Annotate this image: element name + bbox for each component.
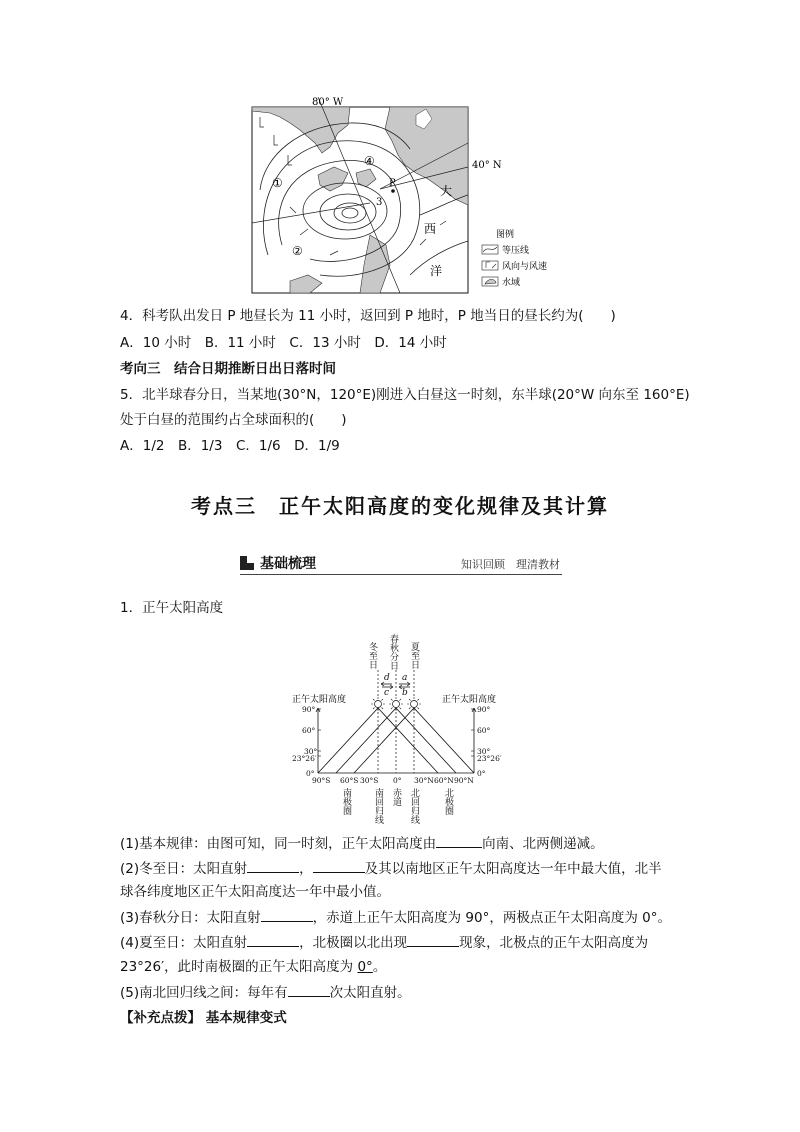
rule-5-text-a: (5)南北回归线之间：每年有	[120, 985, 288, 1001]
y-right-90: 90°	[477, 705, 491, 714]
question-4-options: A．10 小时 B．11 小时 C．13 小时 D．14 小时	[120, 335, 447, 351]
rule-2-text-b: ，	[299, 861, 313, 877]
rule-2-blank-1[interactable]	[247, 858, 299, 873]
rule-2	[120, 858, 662, 879]
map-label-4: ④	[364, 154, 375, 168]
x-label-0: 0°	[393, 776, 402, 785]
y-right-2326: 23°26′	[477, 754, 502, 763]
y-left-60: 60°	[302, 726, 316, 735]
x-label-90s: 90°S	[312, 776, 331, 785]
map-label-2: ②	[292, 244, 303, 258]
x-label-60s: 60°S	[340, 776, 359, 785]
rule-3-text-a: (3)春秋分日：太阳直射	[120, 910, 261, 926]
supplement-heading: 【补充点拨】 基本规律变式	[120, 1010, 287, 1026]
bottom-label-nanhui: 南回归线	[373, 788, 383, 824]
rule-1-text-b: 向南、北两侧递减。	[482, 836, 604, 852]
rule-1-text-a: (1)基本规律：由图可知，同一时刻，正午太阳高度由	[120, 836, 437, 852]
rule-4-line2-a: 23°26′，此时南极圈的正午太阳高度为	[120, 959, 358, 975]
x-label-90n: 90°N	[454, 776, 474, 785]
arrow-label-a: a	[402, 673, 408, 683]
legend-title: 图例	[496, 230, 515, 240]
x-label-60n: 60°N	[434, 776, 454, 785]
rule-4-text-a: (4)夏至日：太阳直射	[120, 935, 248, 951]
rule-3-text-b: ，赤道上正午太阳高度为 90°，两极点正午太阳高度为 0°。	[312, 910, 671, 926]
diagram-left-title: 正午太阳高度	[292, 695, 347, 705]
top-label-dongzhi: 冬至日	[367, 642, 377, 669]
rule-4-line2	[120, 957, 386, 977]
rule-2-line2: 球各纬度地区正午太阳高度达一年中最小值。	[120, 884, 390, 900]
map-ocean-yang: 洋	[430, 264, 443, 278]
banner-right-text: 知识回顾 理清教材	[461, 558, 560, 571]
bottom-label-chidao: 赤道	[391, 788, 401, 806]
banner-rule	[240, 574, 562, 575]
top-label-chunqiu: 春秋分日	[388, 634, 398, 670]
top-label-xiazhi: 夏至日	[409, 642, 419, 669]
y-left-0: 0°	[306, 769, 315, 778]
question-5-line1: 5．北半球春分日，当某地(30°N，120°E)刚进入白昼这一时刻，东半球(20°W 向东至 160°E)	[120, 387, 690, 403]
legend-water: 水域	[502, 278, 521, 288]
y-left-2326: 23°26′	[292, 754, 317, 763]
diagram-right-title: 正午太阳高度	[442, 695, 497, 705]
rule-3	[120, 907, 671, 928]
section-title: 考点三 正午太阳高度的变化规律及其计算	[191, 494, 609, 518]
rule-1-blank[interactable]	[436, 833, 482, 848]
y-right-30: 30°	[477, 747, 491, 756]
rule-4-text-c: 现象，北极点的正午太阳高度为	[459, 935, 649, 951]
rule-2-text-c: 及其以南地区正午太阳高度达一年中最大值，北半	[364, 861, 662, 877]
arrow-label-b: b	[402, 688, 408, 698]
question-4-stem: 4．科考队出发日 P 地昼长为 11 小时，返回到 P 地时，P 地当日的昼长约为( )	[120, 308, 616, 324]
noon-sun-altitude-diagram	[292, 630, 512, 830]
x-label-30n: 30°N	[414, 776, 434, 785]
y-right-0: 0°	[477, 769, 486, 778]
rule-5-text-b: 次太阳直射。	[329, 985, 411, 1001]
banner-square-icon	[240, 556, 254, 570]
section-banner	[240, 552, 562, 578]
legend-wind: 风向与风速	[502, 262, 548, 272]
map-label-40n: 40° N	[472, 160, 502, 171]
x-label-30s: 30°S	[360, 776, 379, 785]
rule-2-text-a: (2)冬至日：太阳直射	[120, 861, 248, 877]
banner-label: 基础梳理	[260, 556, 316, 572]
rule-5-blank[interactable]	[288, 982, 330, 997]
map-ocean-xi: 西	[424, 222, 437, 236]
rule-3-blank[interactable]	[261, 907, 313, 922]
rule-4-blank-1[interactable]	[247, 932, 299, 947]
rule-4-line2-answer: 0°	[357, 959, 373, 975]
bottom-label-beiji: 北极圈	[443, 788, 453, 815]
map-label-p: P	[389, 178, 396, 189]
y-left-30: 30°	[304, 747, 318, 756]
arrow-label-c: c	[384, 688, 390, 698]
pressure-map-figure	[230, 95, 570, 300]
legend-isobar: 等压线	[502, 246, 530, 256]
map-ocean-da: 大	[440, 184, 453, 198]
bottom-label-nanji: 南极圈	[341, 788, 351, 815]
rule-2-blank-2[interactable]	[313, 858, 365, 873]
rule-4-blank-2[interactable]	[407, 932, 459, 947]
question-5-options: A．1/2 B．1/3 C．1/6 D．1/9	[120, 438, 340, 454]
rule-4-line2-c: 。	[372, 959, 387, 975]
map-label-3: 3	[376, 197, 383, 208]
rule-4-text-b: ，北极圈以北出现	[299, 935, 408, 951]
y-right-60: 60°	[477, 726, 491, 735]
map-point-p	[391, 189, 395, 193]
y-left-90: 90°	[302, 705, 316, 714]
map-label-80w: 80° W	[312, 97, 344, 108]
rule-4	[120, 932, 648, 953]
rule-5	[120, 982, 411, 1003]
rule-1	[120, 833, 604, 854]
map-label-1: ①	[272, 176, 283, 190]
bottom-label-beihui: 北回归线	[409, 788, 419, 824]
item-1-title: 1．正午太阳高度	[120, 600, 224, 616]
question-5-line2: 处于白昼的范围约占全球面积的( )	[120, 412, 347, 428]
direction-3-heading: 考向三 结合日期推断日出日落时间	[120, 361, 336, 377]
arrow-label-d: d	[384, 673, 390, 683]
